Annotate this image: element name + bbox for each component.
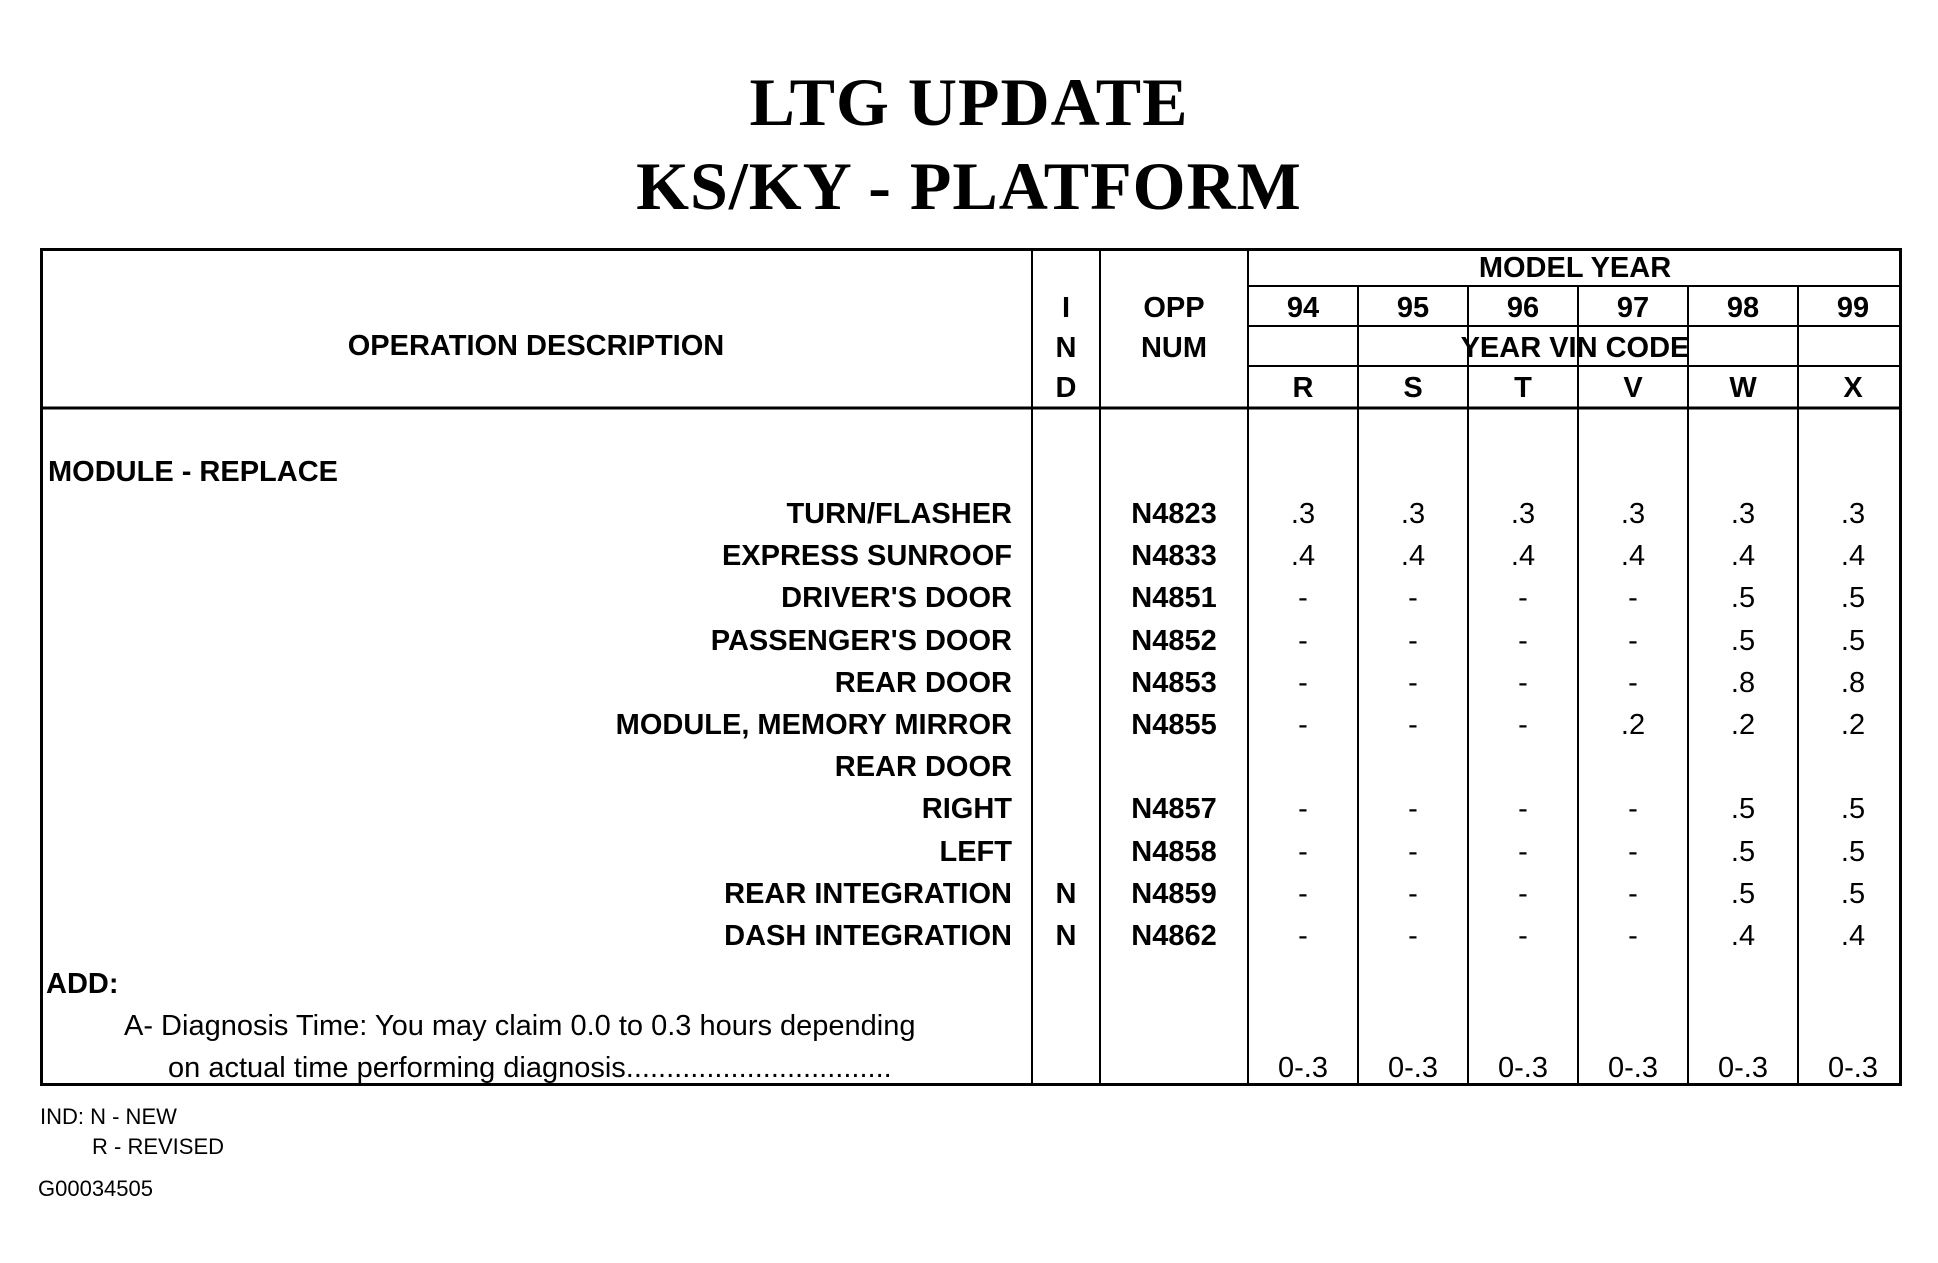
labor-time-cell: - [1628,625,1638,657]
diagnosis-time-cell: 0-.3 [1718,1052,1768,1084]
labor-time-cell: .2 [1840,709,1866,741]
labor-time-cell: - [1628,920,1638,952]
labor-time-cell: - [1408,709,1418,741]
labor-time-cell: .4 [1510,540,1536,572]
model-year-header: 98 [1726,292,1760,324]
labor-time-cell: - [1518,836,1528,868]
labor-time-cell: .8 [1730,667,1756,699]
operation-description-cell: LEFT [939,836,1012,868]
labor-time-cell: .5 [1730,878,1756,910]
labor-time-cell: - [1408,920,1418,952]
opp-num-cell: N4853 [1131,667,1217,699]
page-title-line-1: LTG UPDATE [749,64,1189,140]
labor-time-cell: .3 [1620,498,1646,530]
opp-num-cell: N4859 [1131,878,1217,910]
operation-description-cell: PASSENGER'S DOOR [710,625,1012,657]
figure-id: G00034505 [38,1176,153,1201]
diagnosis-time-cell: 0-.3 [1828,1052,1878,1084]
opp-num-cell: N4857 [1131,793,1217,825]
labor-time-cell: - [1298,625,1308,657]
labor-time-cell: .4 [1620,540,1646,572]
labor-time-cell: - [1298,836,1308,868]
labor-time-cell: - [1298,709,1308,741]
operation-description-cell: EXPRESS SUNROOF [721,540,1012,572]
operation-description-cell: TURN/FLASHER [786,498,1012,530]
labor-time-cell: - [1408,878,1418,910]
operation-description-cell: REAR DOOR [834,667,1012,699]
column-header-ind-n: N [1055,332,1077,364]
labor-time-cell: - [1518,920,1528,952]
column-header-year-vin-code: YEAR VIN CODE [1460,332,1690,364]
labor-time-cell: - [1408,625,1418,657]
opp-num-cell: N4852 [1131,625,1217,657]
operation-description-cell: RIGHT [921,793,1012,825]
labor-time-cell: - [1298,582,1308,614]
column-header-operation-description: OPERATION DESCRIPTION [347,330,725,362]
labor-time-cell: - [1408,667,1418,699]
labor-time-cell: - [1628,793,1638,825]
labor-time-cell: .5 [1840,836,1866,868]
section-title: MODULE - REPLACE [48,456,338,488]
labor-time-cell: - [1628,667,1638,699]
diagnosis-time-cell: 0-.3 [1278,1052,1328,1084]
operation-description-cell: MODULE, MEMORY MIRROR [615,709,1012,741]
opp-num-cell: N4858 [1131,836,1217,868]
labor-time-cell: - [1408,836,1418,868]
model-year-header: 96 [1506,292,1540,324]
labor-time-cell: .3 [1400,498,1426,530]
labor-time-cell: - [1298,920,1308,952]
labor-time-cell: - [1298,793,1308,825]
operation-description-cell: DRIVER'S DOOR [781,582,1012,614]
labor-time-cell: .3 [1730,498,1756,530]
opp-num-cell: N4855 [1131,709,1217,741]
vin-code-header: T [1514,372,1532,404]
labor-time-cell: .5 [1730,582,1756,614]
labor-time-cell: - [1518,793,1528,825]
labor-time-cell: .5 [1730,625,1756,657]
labor-time-cell: - [1298,667,1308,699]
labor-time-cell: .5 [1840,625,1866,657]
labor-time-cell: - [1628,582,1638,614]
labor-time-cell: - [1408,582,1418,614]
labor-time-cell: .4 [1840,540,1866,572]
labor-time-cell: .5 [1730,793,1756,825]
labor-time-cell: .2 [1620,709,1646,741]
vin-code-header: X [1843,372,1863,404]
add-note-line-2: on actual time performing diagnosis................................. [168,1052,892,1084]
opp-num-cell: N4862 [1131,920,1217,952]
page-title-line-2: KS/KY - PLATFORM [636,148,1302,224]
column-header-num: NUM [1140,332,1208,364]
labor-time-cell: .5 [1840,793,1866,825]
column-header-model-year: MODEL YEAR [1478,252,1672,284]
ind-cell: N [1055,878,1077,910]
operation-description-cell: REAR DOOR [834,751,1012,783]
vin-code-header: V [1623,372,1643,404]
labor-time-cell: .4 [1730,920,1756,952]
operation-description-cell: DASH INTEGRATION [724,920,1012,952]
opp-num-cell: N4823 [1131,498,1217,530]
model-year-header: 95 [1396,292,1430,324]
model-year-header: 97 [1616,292,1650,324]
operation-description-cell: REAR INTEGRATION [724,878,1012,910]
labor-time-cell: .8 [1840,667,1866,699]
labor-time-cell: .3 [1510,498,1536,530]
labor-time-cell: .4 [1290,540,1316,572]
column-header-opp: OPP [1143,292,1205,324]
labor-time-cell: .4 [1400,540,1426,572]
labor-time-cell: .2 [1730,709,1756,741]
labor-time-cell: .5 [1840,582,1866,614]
labor-time-cell: .3 [1290,498,1316,530]
vin-code-header: S [1403,372,1423,404]
labor-time-cell: .4 [1840,920,1866,952]
column-header-ind-i: I [1061,292,1071,324]
vin-code-header: R [1292,372,1314,404]
diagnosis-time-cell: 0-.3 [1608,1052,1658,1084]
labor-time-cell: .4 [1730,540,1756,572]
opp-num-cell: N4833 [1131,540,1217,572]
labor-time-cell: - [1628,836,1638,868]
labor-time-cell: - [1518,709,1528,741]
labor-time-cell: - [1518,625,1528,657]
ind-cell: N [1055,920,1077,952]
labor-time-cell: - [1298,878,1308,910]
footnote-ind-new: IND: N - NEW [40,1104,177,1129]
labor-time-table [40,248,1902,1086]
labor-time-cell: .5 [1840,878,1866,910]
model-year-header: 99 [1836,292,1870,324]
labor-time-cell: .5 [1730,836,1756,868]
add-label: ADD: [46,968,119,1000]
add-note-line-1: A- Diagnosis Time: You may claim 0.0 to 0.3 hours depending [124,1010,916,1042]
footnote-ind-revised: R - REVISED [92,1134,225,1159]
labor-time-cell: - [1518,878,1528,910]
labor-time-cell: - [1628,878,1638,910]
labor-time-cell: - [1518,667,1528,699]
labor-time-cell: - [1518,582,1528,614]
column-header-ind-d: D [1055,372,1077,404]
labor-time-cell: .3 [1840,498,1866,530]
diagnosis-time-cell: 0-.3 [1498,1052,1548,1084]
diagnosis-time-cell: 0-.3 [1388,1052,1438,1084]
vin-code-header: W [1729,372,1757,404]
model-year-header: 94 [1286,292,1320,324]
opp-num-cell: N4851 [1131,582,1217,614]
labor-time-cell: - [1408,793,1418,825]
